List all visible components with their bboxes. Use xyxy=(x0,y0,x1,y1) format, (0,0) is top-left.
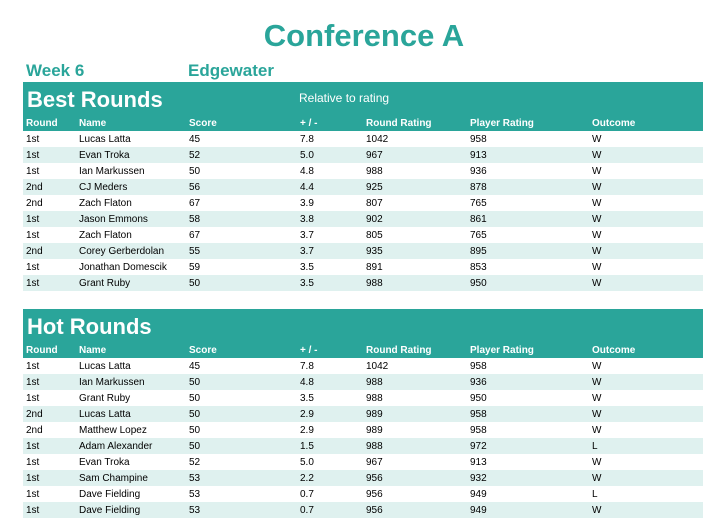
cell-player-rating: 949 xyxy=(467,486,589,502)
table-row xyxy=(23,243,703,259)
cell-player-rating: 765 xyxy=(467,195,589,211)
cell-player-rating: 936 xyxy=(467,374,589,390)
cell-score: 50 xyxy=(186,163,297,179)
table-row xyxy=(23,179,703,195)
cell-plus-minus: 2.9 xyxy=(297,422,363,438)
cell-score: 53 xyxy=(186,486,297,502)
best-rounds-banner xyxy=(23,82,703,116)
cell-round: 1st xyxy=(23,486,76,502)
best-header-score: Score xyxy=(186,116,297,131)
cell-outcome: W xyxy=(589,131,703,147)
cell-player-rating: 878 xyxy=(467,179,589,195)
cell-round: 1st xyxy=(23,131,76,147)
cell-round-rating: 925 xyxy=(363,179,467,195)
cell-outcome: L xyxy=(589,486,703,502)
cell-plus-minus: 2.9 xyxy=(297,406,363,422)
cell-round-rating: 807 xyxy=(363,195,467,211)
cell-name: Grant Ruby xyxy=(76,390,186,406)
cell-name: Sam Champine xyxy=(76,470,186,486)
cell-round-rating: 891 xyxy=(363,259,467,275)
cell-player-rating: 765 xyxy=(467,227,589,243)
cell-outcome: W xyxy=(589,470,703,486)
cell-score: 50 xyxy=(186,406,297,422)
cell-plus-minus: 3.8 xyxy=(297,211,363,227)
cell-score: 55 xyxy=(186,243,297,259)
table-header-row xyxy=(23,116,703,131)
relative-note: Relative to rating xyxy=(299,91,390,105)
cell-score: 67 xyxy=(186,195,297,211)
hot-header-round: Round xyxy=(23,343,76,358)
cell-outcome: W xyxy=(589,163,703,179)
table-row xyxy=(23,259,703,275)
best-header-outcome: Outcome xyxy=(589,116,703,131)
table-row xyxy=(23,454,703,470)
cell-round: 2nd xyxy=(23,179,76,195)
cell-name: Dave Fielding xyxy=(76,486,186,502)
cell-plus-minus: 5.0 xyxy=(297,454,363,470)
cell-name: Adam Alexander xyxy=(76,438,186,454)
cell-round: 1st xyxy=(23,502,76,518)
cell-outcome: W xyxy=(589,179,703,195)
cell-score: 58 xyxy=(186,211,297,227)
cell-outcome: W xyxy=(589,275,703,291)
cell-plus-minus: 0.7 xyxy=(297,502,363,518)
cell-plus-minus: 3.9 xyxy=(297,195,363,211)
cell-score: 50 xyxy=(186,275,297,291)
cell-round-rating: 1042 xyxy=(363,358,467,374)
cell-player-rating: 950 xyxy=(467,275,589,291)
table-header-row xyxy=(23,343,703,358)
table-row xyxy=(23,374,703,390)
cell-round-rating: 988 xyxy=(363,390,467,406)
cell-name: Matthew Lopez xyxy=(76,422,186,438)
cell-round-rating: 902 xyxy=(363,211,467,227)
best-header-name: Name xyxy=(76,116,186,131)
cell-plus-minus: 3.5 xyxy=(297,275,363,291)
cell-round-rating: 967 xyxy=(363,147,467,163)
table-row xyxy=(23,358,703,374)
cell-player-rating: 913 xyxy=(467,454,589,470)
cell-player-rating: 958 xyxy=(467,406,589,422)
cell-round: 2nd xyxy=(23,422,76,438)
cell-name: Dave Fielding xyxy=(76,502,186,518)
best-rounds-section xyxy=(23,82,703,291)
table-row xyxy=(23,390,703,406)
best-header-player-rating: Player Rating xyxy=(467,116,589,131)
cell-player-rating: 853 xyxy=(467,259,589,275)
cell-round: 1st xyxy=(23,438,76,454)
hot-rounds-title: Hot Rounds xyxy=(27,314,152,339)
cell-name: Grant Ruby xyxy=(76,275,186,291)
best-header-round: Round xyxy=(23,116,76,131)
table-row xyxy=(23,211,703,227)
hot-header-plus-minus: + / - xyxy=(297,343,363,358)
cell-player-rating: 958 xyxy=(467,358,589,374)
cell-plus-minus: 5.0 xyxy=(297,147,363,163)
cell-name: Evan Troka xyxy=(76,454,186,470)
table-row xyxy=(23,486,703,502)
cell-name: Jonathan Domescik xyxy=(76,259,186,275)
cell-outcome: W xyxy=(589,374,703,390)
best-rounds-title: Best Rounds xyxy=(27,87,163,112)
table-row xyxy=(23,438,703,454)
cell-outcome: L xyxy=(589,438,703,454)
cell-round: 1st xyxy=(23,358,76,374)
cell-outcome: W xyxy=(589,147,703,163)
hot-rounds-section xyxy=(23,309,703,518)
week-label: Week 6 xyxy=(26,61,85,80)
cell-name: Lucas Latta xyxy=(76,358,186,374)
cell-round-rating: 988 xyxy=(363,163,467,179)
cell-round-rating: 935 xyxy=(363,243,467,259)
cell-name: Corey Gerberdolan xyxy=(76,243,186,259)
cell-round: 1st xyxy=(23,390,76,406)
cell-plus-minus: 3.5 xyxy=(297,259,363,275)
cell-player-rating: 861 xyxy=(467,211,589,227)
best-header-plus-minus: + / - xyxy=(297,116,363,131)
cell-score: 52 xyxy=(186,454,297,470)
cell-plus-minus: 3.7 xyxy=(297,227,363,243)
cell-score: 45 xyxy=(186,131,297,147)
cell-round-rating: 989 xyxy=(363,422,467,438)
cell-name: Lucas Latta xyxy=(76,406,186,422)
cell-round: 1st xyxy=(23,211,76,227)
cell-round-rating: 988 xyxy=(363,275,467,291)
cell-round-rating: 967 xyxy=(363,454,467,470)
cell-round: 1st xyxy=(23,374,76,390)
course-label: Edgewater xyxy=(188,61,274,80)
cell-round-rating: 989 xyxy=(363,406,467,422)
page-title: Conference A xyxy=(263,18,465,53)
cell-round-rating: 956 xyxy=(363,486,467,502)
cell-round: 1st xyxy=(23,163,76,179)
cell-score: 59 xyxy=(186,259,297,275)
table-row xyxy=(23,275,703,291)
cell-score: 53 xyxy=(186,502,297,518)
cell-outcome: W xyxy=(589,211,703,227)
cell-player-rating: 949 xyxy=(467,502,589,518)
cell-round: 2nd xyxy=(23,406,76,422)
hot-header-score: Score xyxy=(186,343,297,358)
table-row xyxy=(23,195,703,211)
cell-outcome: W xyxy=(589,227,703,243)
cell-score: 50 xyxy=(186,390,297,406)
table-row xyxy=(23,406,703,422)
cell-round: 1st xyxy=(23,275,76,291)
cell-plus-minus: 7.8 xyxy=(297,131,363,147)
table-row xyxy=(23,131,703,147)
best-header-round-rating: Round Rating xyxy=(363,116,467,131)
table-row xyxy=(23,163,703,179)
cell-round: 1st xyxy=(23,259,76,275)
cell-name: Zach Flaton xyxy=(76,195,186,211)
cell-round: 2nd xyxy=(23,195,76,211)
cell-outcome: W xyxy=(589,406,703,422)
hot-rounds-table xyxy=(23,343,703,518)
cell-plus-minus: 3.7 xyxy=(297,243,363,259)
cell-plus-minus: 4.8 xyxy=(297,163,363,179)
cell-round-rating: 1042 xyxy=(363,131,467,147)
cell-round-rating: 988 xyxy=(363,374,467,390)
cell-name: Ian Markussen xyxy=(76,374,186,390)
table-row xyxy=(23,502,703,518)
cell-round-rating: 956 xyxy=(363,502,467,518)
cell-plus-minus: 2.2 xyxy=(297,470,363,486)
cell-score: 52 xyxy=(186,147,297,163)
cell-player-rating: 958 xyxy=(467,131,589,147)
cell-score: 53 xyxy=(186,470,297,486)
cell-outcome: W xyxy=(589,259,703,275)
table-row xyxy=(23,227,703,243)
cell-round: 1st xyxy=(23,147,76,163)
cell-outcome: W xyxy=(589,454,703,470)
hot-header-name: Name xyxy=(76,343,186,358)
cell-round-rating: 956 xyxy=(363,470,467,486)
cell-player-rating: 895 xyxy=(467,243,589,259)
cell-score: 67 xyxy=(186,227,297,243)
cell-score: 50 xyxy=(186,374,297,390)
cell-plus-minus: 0.7 xyxy=(297,486,363,502)
hot-header-player-rating: Player Rating xyxy=(467,343,589,358)
cell-outcome: W xyxy=(589,195,703,211)
cell-name: Evan Troka xyxy=(76,147,186,163)
best-rounds-table xyxy=(23,116,703,291)
hot-header-outcome: Outcome xyxy=(589,343,703,358)
cell-round: 1st xyxy=(23,454,76,470)
cell-outcome: W xyxy=(589,502,703,518)
cell-name: CJ Meders xyxy=(76,179,186,195)
cell-round-rating: 988 xyxy=(363,438,467,454)
cell-outcome: W xyxy=(589,358,703,374)
cell-name: Lucas Latta xyxy=(76,131,186,147)
table-row xyxy=(23,422,703,438)
cell-name: Ian Markussen xyxy=(76,163,186,179)
cell-score: 45 xyxy=(186,358,297,374)
cell-score: 50 xyxy=(186,438,297,454)
hot-rounds-banner xyxy=(23,309,703,343)
cell-round: 1st xyxy=(23,470,76,486)
cell-round-rating: 805 xyxy=(363,227,467,243)
cell-player-rating: 958 xyxy=(467,422,589,438)
cell-outcome: W xyxy=(589,390,703,406)
cell-player-rating: 913 xyxy=(467,147,589,163)
table-row xyxy=(23,470,703,486)
cell-plus-minus: 4.4 xyxy=(297,179,363,195)
cell-plus-minus: 1.5 xyxy=(297,438,363,454)
hot-header-round-rating: Round Rating xyxy=(363,343,467,358)
cell-plus-minus: 3.5 xyxy=(297,390,363,406)
cell-name: Jason Emmons xyxy=(76,211,186,227)
table-row xyxy=(23,147,703,163)
cell-player-rating: 972 xyxy=(467,438,589,454)
cell-round: 1st xyxy=(23,227,76,243)
cell-score: 50 xyxy=(186,422,297,438)
cell-outcome: W xyxy=(589,422,703,438)
cell-player-rating: 950 xyxy=(467,390,589,406)
cell-player-rating: 932 xyxy=(467,470,589,486)
cell-name: Zach Flaton xyxy=(76,227,186,243)
cell-round: 2nd xyxy=(23,243,76,259)
cell-score: 56 xyxy=(186,179,297,195)
cell-outcome: W xyxy=(589,243,703,259)
cell-player-rating: 936 xyxy=(467,163,589,179)
cell-plus-minus: 7.8 xyxy=(297,358,363,374)
cell-plus-minus: 4.8 xyxy=(297,374,363,390)
